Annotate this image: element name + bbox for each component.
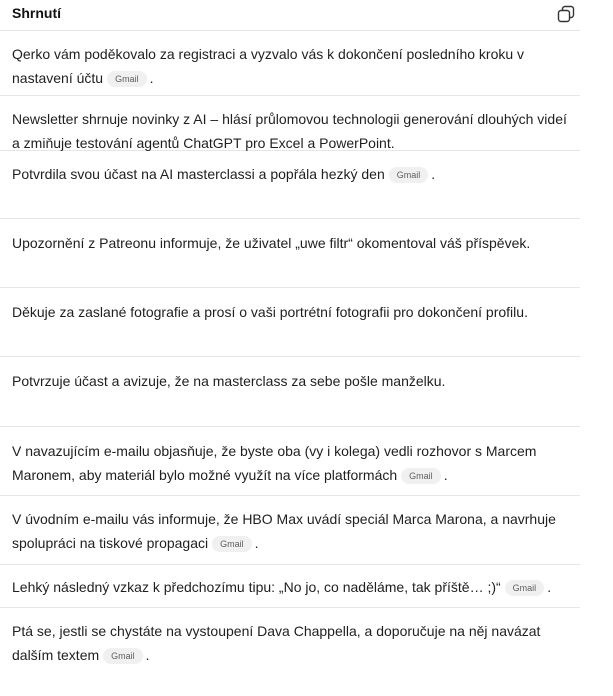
item-text: V úvodním e-mailu vás informuje, že HBO Max uvádí speciál Marca Marona, a navrhuje spolupráci na tiskové propagaci [12,511,556,551]
item-text: Newsletter shrnuje novinky z AI – hlásí průlomovou technologii generování dlouhých videí a zmiňuje testování agentů ChatGPT pro Excel a PowerPoint. [12,111,567,151]
item-tail: . [149,70,154,86]
item-text: Lehký následný vzkaz k předchozímu tipu: „No jo, co naděláme, tak příště… ;)“ [12,579,501,595]
item-tail: . [254,535,259,551]
list-item [0,31,580,96]
item-text: Potvrdila svou účast na AI masterclassi a popřála hezký den [12,166,385,182]
list-item [0,219,580,288]
list-item [0,565,580,608]
item-text: Potvrzuje účast a avizuje, že na masterclass za sebe pošle manželku. [12,373,446,389]
gmail-source-badge[interactable]: Gmail [103,648,143,664]
gmail-source-badge[interactable]: Gmail [212,536,252,552]
item-tail: . [145,647,150,663]
summary-title: Shrnutí [12,5,61,21]
item-text: Qerko vám poděkovalo za registraci a vyzvalo vás k dokončení posledního kroku v nastavení účtu [12,46,525,86]
item-tail: . [547,579,552,595]
item-text: V navazujícím e-mailu objasňuje, že byste oba (vy i kolega) vedli rozhovor s Marcem Maronem, aby materiál bylo možné využít na více platformách [12,443,537,483]
item-tail: . [431,166,436,182]
summary-header [0,0,580,31]
list-item [0,496,580,565]
item-text: Děkuje za zaslané fotografie a prosí o vaši portrétní fotografii pro dokončení profilu. [12,304,528,320]
gmail-source-badge[interactable]: Gmail [389,167,429,183]
gmail-source-badge[interactable]: Gmail [401,468,441,484]
item-tail: . [443,467,448,483]
copy-button[interactable] [555,3,577,25]
copy-icon [555,3,577,25]
item-text: Upozornění z Patreonu informuje, že uživatel „uwe filtr“ okomentoval váš příspěvek. [12,235,531,251]
gmail-source-badge[interactable]: Gmail [107,71,147,87]
item-text: Ptá se, jestli se chystáte na vystoupení Dava Chappella, a doporučuje na něj navázat dalším textem [12,623,541,663]
summary-list [0,31,580,677]
list-item [0,427,580,496]
list-item [0,608,580,677]
list-item [0,151,580,219]
list-item [0,357,580,427]
gmail-source-badge[interactable]: Gmail [505,580,545,596]
list-item [0,96,580,151]
list-item [0,288,580,357]
